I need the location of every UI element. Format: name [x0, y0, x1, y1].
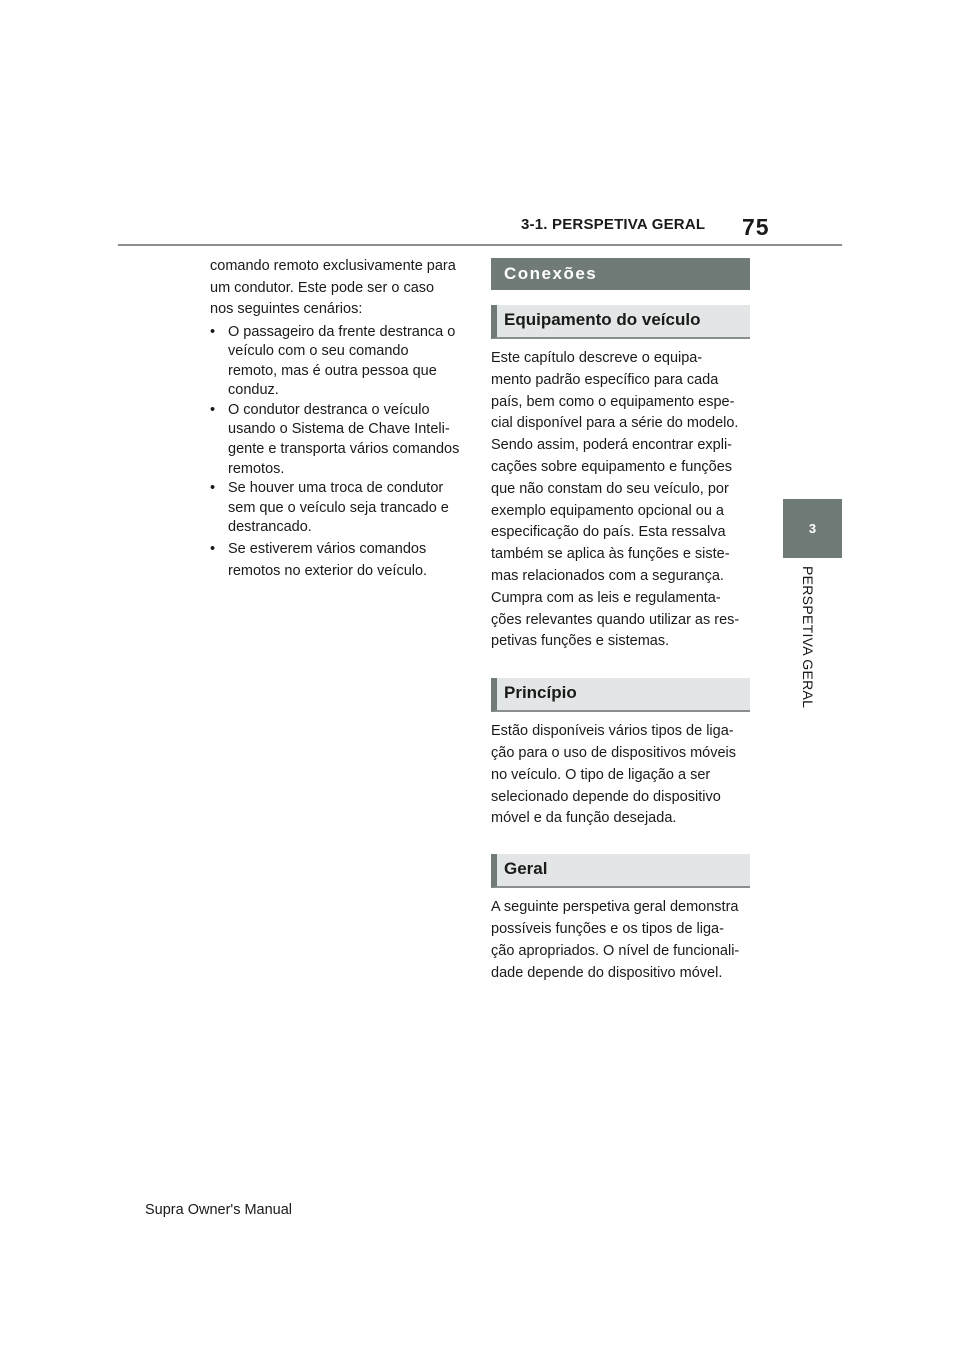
chapter-number: 3 [808, 521, 817, 536]
text-line: um condutor. Este pode ser o caso [210, 279, 435, 296]
text-line: destrancado. [228, 519, 312, 536]
text-line: especificação do país. Esta ressalva [491, 524, 726, 541]
text-line: também se aplica às funções e siste- [491, 546, 730, 563]
text-line: usando o Sistema de Chave Inteli- [228, 421, 450, 438]
text-line: mento padrão específico para cada [491, 371, 719, 388]
section-body-principle [491, 721, 750, 830]
text-line: mas relacionados com a segurança. [491, 567, 724, 584]
section-body-equipment [491, 348, 750, 653]
text-line: remotos no exterior do veículo. [228, 562, 428, 579]
list-item [210, 479, 468, 538]
text-line: remoto, mas é outra pessoa que [228, 362, 437, 379]
intro-paragraph [210, 256, 468, 321]
text-line: dade depende do dispositivo móvel. [491, 964, 723, 981]
text-line: petivas funções e sistemas. [491, 633, 670, 650]
text-line: móvel e da função desejada. [491, 810, 677, 827]
text-line: comando remoto exclusivamente para [210, 258, 456, 274]
text-line: O condutor destranca o veículo [228, 401, 430, 418]
section-heading-equipment: Equipamento do veículo [491, 305, 750, 339]
chapter-banner: Conexões [491, 258, 750, 290]
text-line: O passageiro da frente destranca o [228, 323, 456, 340]
text-line: cial disponível para a série do modelo. [491, 415, 739, 432]
manual-footer: Supra Owner's Manual [145, 1202, 293, 1218]
text-line: cações sobre equipamento e funções [491, 458, 733, 475]
text-line: sem que o veículo seja trancado e [228, 499, 449, 516]
text-line: selecionado depende do dispositivo [491, 788, 721, 805]
section-heading-general: Geral [491, 854, 750, 888]
chapter-side-label: PERSPETIVA GERAL [800, 566, 816, 709]
list-item [210, 401, 468, 479]
section-heading-principle: Princípio [491, 678, 750, 712]
left-column [210, 256, 468, 582]
text-line: Sendo assim, poderá encontrar expli- [491, 437, 732, 454]
text-line: Se houver uma troca de condutor [228, 480, 444, 497]
header-divider [118, 244, 842, 246]
text-line: remotos. [228, 460, 285, 477]
text-line: A seguinte perspetiva geral demonstra [491, 899, 739, 916]
text-line: ções relevantes quando utilizar as res- [491, 611, 740, 628]
text-line: país, bem como o equipamento espe- [491, 393, 735, 410]
text-line: que não constam do seu veículo, por [491, 480, 729, 497]
scenario-list [210, 323, 468, 583]
text-line: Estão disponíveis vários tipos de liga- [491, 723, 734, 740]
text-line: conduz. [228, 382, 279, 399]
right-column [491, 258, 750, 984]
text-line: gente e transporta vários comandos [228, 441, 460, 458]
page-number: 75 [742, 214, 770, 240]
text-line: Cumpra com as leis e regulamenta- [491, 589, 721, 606]
list-item [210, 539, 468, 582]
chapter-tab [783, 499, 842, 558]
text-line: ção apropriados. O nível de funcionali- [491, 942, 740, 959]
text-line: exemplo equipamento opcional ou a [491, 502, 724, 519]
list-item [210, 323, 468, 401]
text-line: no veículo. O tipo de ligação a ser [491, 766, 711, 783]
text-line: Este capítulo descreve o equipa- [491, 350, 703, 366]
text-line: Se estiverem vários comandos [228, 541, 427, 558]
text-line: ção para o uso de dispositivos móveis [491, 744, 737, 761]
section-body-general [491, 897, 750, 984]
text-line: nos seguintes cenários: [210, 301, 363, 317]
section-title: 3-1. PERSPETIVA GERAL [521, 216, 706, 233]
text-line: possíveis funções e os tipos de liga- [491, 920, 724, 937]
text-line: veículo com o seu comando [228, 343, 409, 360]
